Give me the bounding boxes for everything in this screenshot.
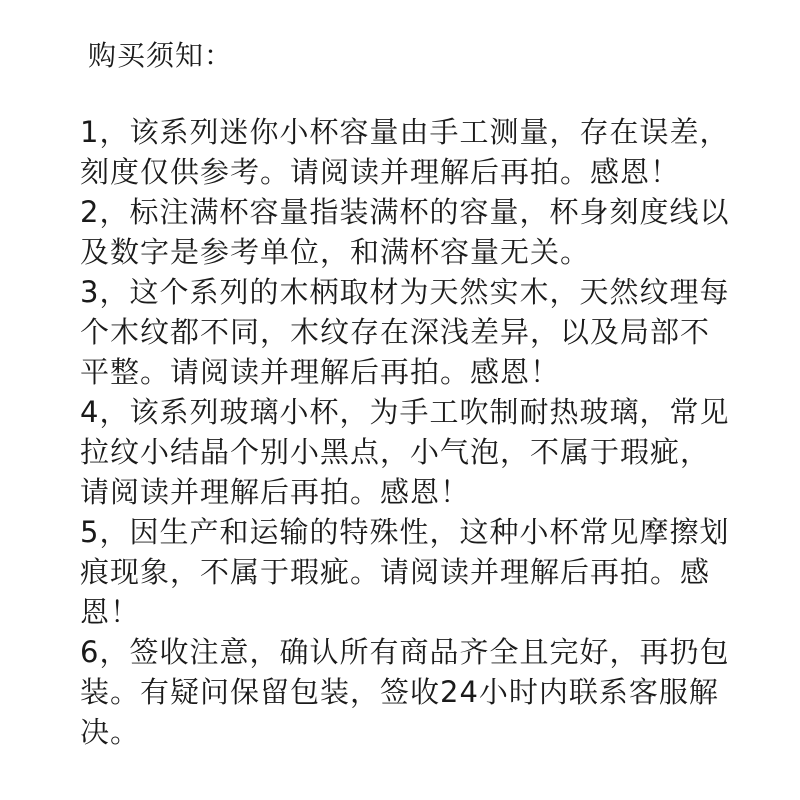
notice-line: 3，这个系列的木柄取材为天然实木，天然纹理每 — [80, 275, 730, 309]
notice-line: 及数字是参考单位，和满杯容量无关。 — [80, 235, 591, 269]
notice-line: 痕现象，不属于瑕疵。请阅读并理解后再拍。感 — [80, 555, 711, 589]
notice-line: 5，因生产和运输的特殊性，这种小杯常见摩擦划 — [80, 515, 730, 549]
notice-line: 请阅读并理解后再拍。感恩！ — [80, 475, 471, 509]
notice-line: 决。 — [80, 715, 141, 749]
notice-line: 1，该系列迷你小杯容量由手工测量，存在误差， — [80, 115, 730, 149]
notice-line: 刻度仅供参考。请阅读并理解后再拍。感恩！ — [80, 155, 681, 189]
notice-line: 2，标注满杯容量指装满杯的容量，杯身刻度线以 — [80, 195, 730, 229]
notice-line: 4，该系列玻璃小杯，为手工吹制耐热玻璃，常见 — [80, 395, 730, 429]
notice-line: 装。有疑问保留包装，签收24小时内联系客服解 — [80, 675, 719, 709]
notice-line: 恩！ — [80, 595, 141, 629]
notice-line: 平整。请阅读并理解后再拍。感恩！ — [80, 355, 561, 389]
notice-heading: 购买须知： — [88, 39, 234, 72]
notice-line: 个木纹都不同，木纹存在深浅差异，以及局部不 — [80, 315, 711, 349]
notice-line: 6，签收注意，确认所有商品齐全且完好，再扔包 — [80, 635, 730, 669]
notice-line: 拉纹小结晶个别小黑点，小气泡，不属于瑕疵， — [80, 435, 711, 469]
